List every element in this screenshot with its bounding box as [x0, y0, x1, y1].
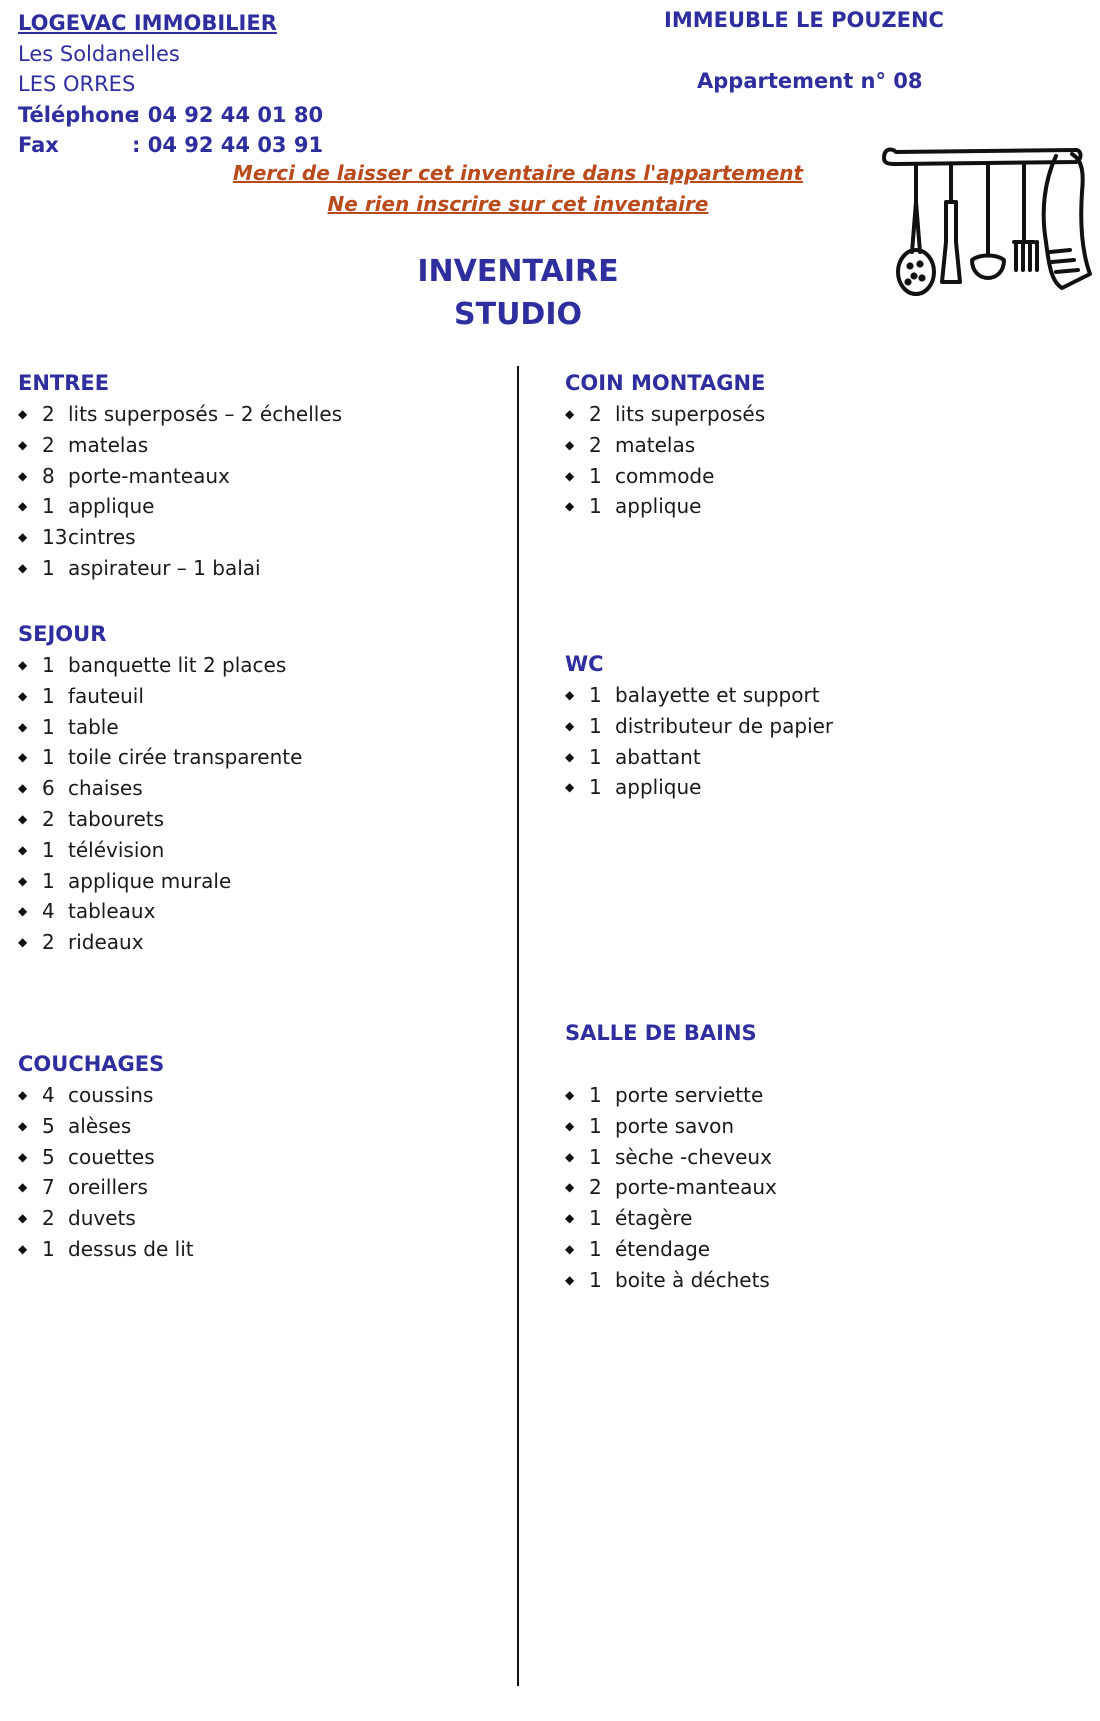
item-label: porte savon — [615, 1113, 735, 1138]
item-quantity: 2 — [42, 930, 55, 955]
item-quantity: 1 — [589, 1236, 602, 1261]
item-quantity: 1 — [42, 745, 55, 770]
bullet-icon: ◆ — [18, 1241, 28, 1256]
item-label: applique murale — [68, 868, 232, 893]
item-label: porte-manteaux — [615, 1175, 777, 1200]
item-label: porte serviette — [615, 1083, 764, 1107]
kitchen-utensils-icon — [876, 142, 1100, 311]
section-title: COIN MONTAGNE — [565, 371, 766, 395]
list-item — [565, 1265, 777, 1296]
bullet-icon: ◆ — [18, 437, 28, 452]
list-item — [18, 1172, 194, 1203]
bullet-icon: ◆ — [565, 1088, 575, 1102]
item-label: boite à déchets — [615, 1267, 770, 1292]
bullet-icon: ◆ — [565, 1211, 575, 1226]
item-list — [565, 1080, 777, 1296]
section-title: COUCHAGES — [18, 1052, 165, 1076]
list-item — [18, 1080, 194, 1111]
item-quantity: 1 — [589, 1083, 602, 1107]
item-quantity: 1 — [42, 555, 55, 580]
list-item — [18, 866, 302, 897]
item-label: fauteuil — [68, 683, 144, 708]
item-quantity: 1 — [589, 744, 602, 769]
item-label: chaises — [68, 776, 143, 801]
bullet-icon: ◆ — [18, 904, 28, 919]
section-wc — [565, 649, 833, 803]
item-quantity: 1 — [42, 714, 55, 739]
item-list — [565, 680, 833, 803]
item-quantity: 1 — [589, 1267, 602, 1292]
fax-number: : 04 92 44 03 91 — [132, 133, 324, 157]
item-label: tabourets — [68, 806, 165, 831]
list-item — [565, 430, 765, 461]
bullet-icon: ◆ — [18, 560, 28, 575]
item-label: coussins — [68, 1083, 154, 1107]
bullet-icon: ◆ — [565, 407, 575, 421]
list-item — [565, 1234, 777, 1265]
bullet-icon: ◆ — [18, 811, 28, 826]
list-item — [18, 650, 302, 681]
list-item — [18, 712, 302, 743]
list-item — [565, 461, 765, 492]
bullet-icon: ◆ — [18, 935, 28, 950]
address-line-2: LES ORRES — [18, 72, 136, 96]
list-item — [18, 1234, 194, 1265]
item-label: alèses — [68, 1113, 132, 1138]
item-quantity: 1 — [589, 494, 602, 519]
list-item — [565, 491, 765, 522]
bullet-icon: ◆ — [18, 468, 28, 483]
bullet-icon: ◆ — [565, 1118, 575, 1133]
item-list — [18, 399, 342, 584]
item-quantity: 5 — [42, 1144, 55, 1169]
item-quantity: 4 — [42, 899, 55, 924]
list-item — [565, 1111, 777, 1142]
item-label: étendage — [615, 1236, 711, 1261]
item-label: balayette et support — [615, 683, 820, 707]
bullet-icon: ◆ — [18, 1149, 28, 1164]
item-quantity: 2 — [42, 1206, 55, 1231]
bullet-icon: ◆ — [565, 688, 575, 702]
bullet-icon: ◆ — [18, 781, 28, 796]
list-item — [565, 1172, 777, 1203]
item-list — [18, 650, 302, 958]
item-quantity: 1 — [42, 837, 55, 862]
list-item — [18, 461, 342, 492]
item-quantity: 1 — [42, 494, 55, 519]
item-quantity: 1 — [589, 463, 602, 488]
item-quantity: 1 — [589, 1144, 602, 1169]
bullet-icon: ◆ — [565, 499, 575, 514]
item-label: lits superposés – 2 échelles — [68, 402, 343, 426]
agency-block — [18, 8, 323, 161]
item-label: abattant — [615, 744, 701, 769]
item-quantity: 7 — [42, 1175, 55, 1200]
fax-line — [18, 130, 323, 161]
item-quantity: 1 — [42, 683, 55, 708]
item-label: matelas — [68, 432, 149, 457]
bullet-icon: ◆ — [565, 718, 575, 733]
item-label: étagère — [615, 1206, 693, 1231]
section-title: SEJOUR — [18, 622, 107, 646]
bullet-icon: ◆ — [18, 1180, 28, 1195]
building-name: IMMEUBLE LE POUZENC — [664, 8, 944, 32]
item-label: dessus de lit — [68, 1236, 194, 1261]
item-quantity: 5 — [42, 1113, 55, 1138]
section-coin-montagne — [565, 368, 765, 522]
item-quantity: 4 — [42, 1083, 55, 1107]
bullet-icon: ◆ — [565, 780, 575, 795]
section-couchages — [18, 1049, 194, 1265]
bullet-icon: ◆ — [18, 842, 28, 857]
phone-number: : 04 92 44 01 80 — [132, 102, 324, 127]
bullet-icon: ◆ — [18, 1118, 28, 1133]
item-quantity: 1 — [42, 653, 55, 677]
item-label: commode — [615, 463, 715, 488]
section-title: WC — [565, 652, 604, 676]
list-item — [18, 399, 342, 430]
item-label: oreillers — [68, 1175, 148, 1200]
section-title: SALLE DE BAINS — [565, 1021, 757, 1045]
list-item — [18, 1111, 194, 1142]
apartment-number: Appartement n° 08 — [697, 69, 923, 93]
bullet-icon: ◆ — [18, 1088, 28, 1102]
item-label: duvets — [68, 1206, 136, 1231]
item-quantity: 1 — [589, 683, 602, 707]
item-label: applique — [615, 775, 702, 800]
item-list — [565, 399, 765, 522]
item-label: rideaux — [68, 930, 144, 955]
list-item — [18, 491, 342, 522]
list-item — [565, 742, 833, 773]
bullet-icon: ◆ — [18, 407, 28, 421]
bullet-icon: ◆ — [565, 437, 575, 452]
section-title: ENTREE — [18, 371, 110, 395]
bullet-icon: ◆ — [18, 658, 28, 672]
notice-line-1: Merci de laisser cet inventaire dans l'appartement — [232, 161, 804, 185]
section-sejour — [18, 619, 302, 958]
column-divider — [517, 366, 519, 1686]
list-item — [565, 680, 833, 711]
notice-line-2: Ne rien inscrire sur cet inventaire — [327, 192, 709, 216]
company-name: LOGEVAC IMMOBILIER — [18, 11, 277, 35]
item-quantity: 1 — [42, 1236, 55, 1261]
item-quantity: 2 — [42, 806, 55, 831]
list-item — [18, 896, 302, 927]
item-quantity: 6 — [42, 776, 55, 801]
list-item — [565, 1142, 777, 1173]
item-quantity: 2 — [589, 432, 602, 457]
list-item — [18, 522, 342, 553]
item-list — [18, 1080, 194, 1265]
fax-label: Fax — [18, 133, 59, 157]
list-item — [565, 399, 765, 430]
item-quantity: 1 — [589, 713, 602, 738]
item-label: distributeur de papier — [615, 713, 834, 738]
list-item — [18, 681, 302, 712]
item-label: tableaux — [68, 899, 156, 924]
item-quantity: 2 — [42, 402, 55, 426]
address-line-1: Les Soldanelles — [18, 41, 180, 66]
item-quantity: 2 — [589, 1175, 602, 1200]
bullet-icon: ◆ — [565, 1272, 575, 1287]
item-label: table — [68, 714, 119, 739]
item-label: sèche -cheveux — [615, 1144, 772, 1169]
list-item — [18, 1203, 194, 1234]
list-item — [18, 804, 302, 835]
item-label: porte-manteaux — [68, 463, 230, 488]
section-salle-de-bains — [565, 1018, 777, 1296]
bullet-icon: ◆ — [565, 749, 575, 764]
item-label: télévision — [68, 837, 165, 862]
list-item — [565, 1080, 777, 1111]
list-item — [18, 742, 302, 773]
list-item — [18, 773, 302, 804]
bullet-icon: ◆ — [565, 468, 575, 483]
list-item — [18, 553, 342, 584]
item-quantity: 13 — [42, 525, 68, 550]
item-label: applique — [615, 494, 702, 519]
item-quantity: 1 — [589, 1206, 602, 1231]
item-label: couettes — [68, 1144, 155, 1169]
list-item — [18, 430, 342, 461]
section-entree — [18, 368, 342, 584]
bullet-icon: ◆ — [565, 1149, 575, 1164]
bullet-icon: ◆ — [18, 530, 28, 545]
item-quantity: 1 — [589, 775, 602, 800]
title-line-2: STUDIO — [454, 297, 582, 332]
item-quantity: 8 — [42, 463, 55, 488]
item-label: matelas — [615, 432, 696, 457]
phone-label: Téléphone — [18, 102, 139, 127]
bullet-icon: ◆ — [18, 1211, 28, 1226]
item-label: aspirateur – 1 balai — [68, 555, 261, 580]
item-label: banquette lit 2 places — [68, 653, 287, 677]
bullet-icon: ◆ — [565, 1180, 575, 1195]
title-line-1: INVENTAIRE — [417, 254, 619, 289]
bullet-icon: ◆ — [18, 719, 28, 734]
item-quantity: 2 — [42, 432, 55, 457]
bullet-icon: ◆ — [18, 873, 28, 888]
bullet-icon: ◆ — [565, 1241, 575, 1256]
list-item — [565, 711, 833, 742]
list-item — [565, 772, 833, 803]
item-quantity: 2 — [589, 402, 602, 426]
list-item — [565, 1203, 777, 1234]
item-label: cintres — [68, 525, 136, 550]
item-quantity: 1 — [42, 868, 55, 893]
item-label: applique — [68, 494, 155, 519]
bullet-icon: ◆ — [18, 499, 28, 514]
list-item — [18, 835, 302, 866]
list-item — [18, 927, 302, 958]
item-quantity: 1 — [589, 1113, 602, 1138]
item-label: lits superposés — [615, 402, 766, 426]
list-item — [18, 1142, 194, 1173]
phone-line — [18, 100, 323, 131]
bullet-icon: ◆ — [18, 750, 28, 765]
bullet-icon: ◆ — [18, 688, 28, 703]
item-label: toile cirée transparente — [68, 745, 303, 770]
